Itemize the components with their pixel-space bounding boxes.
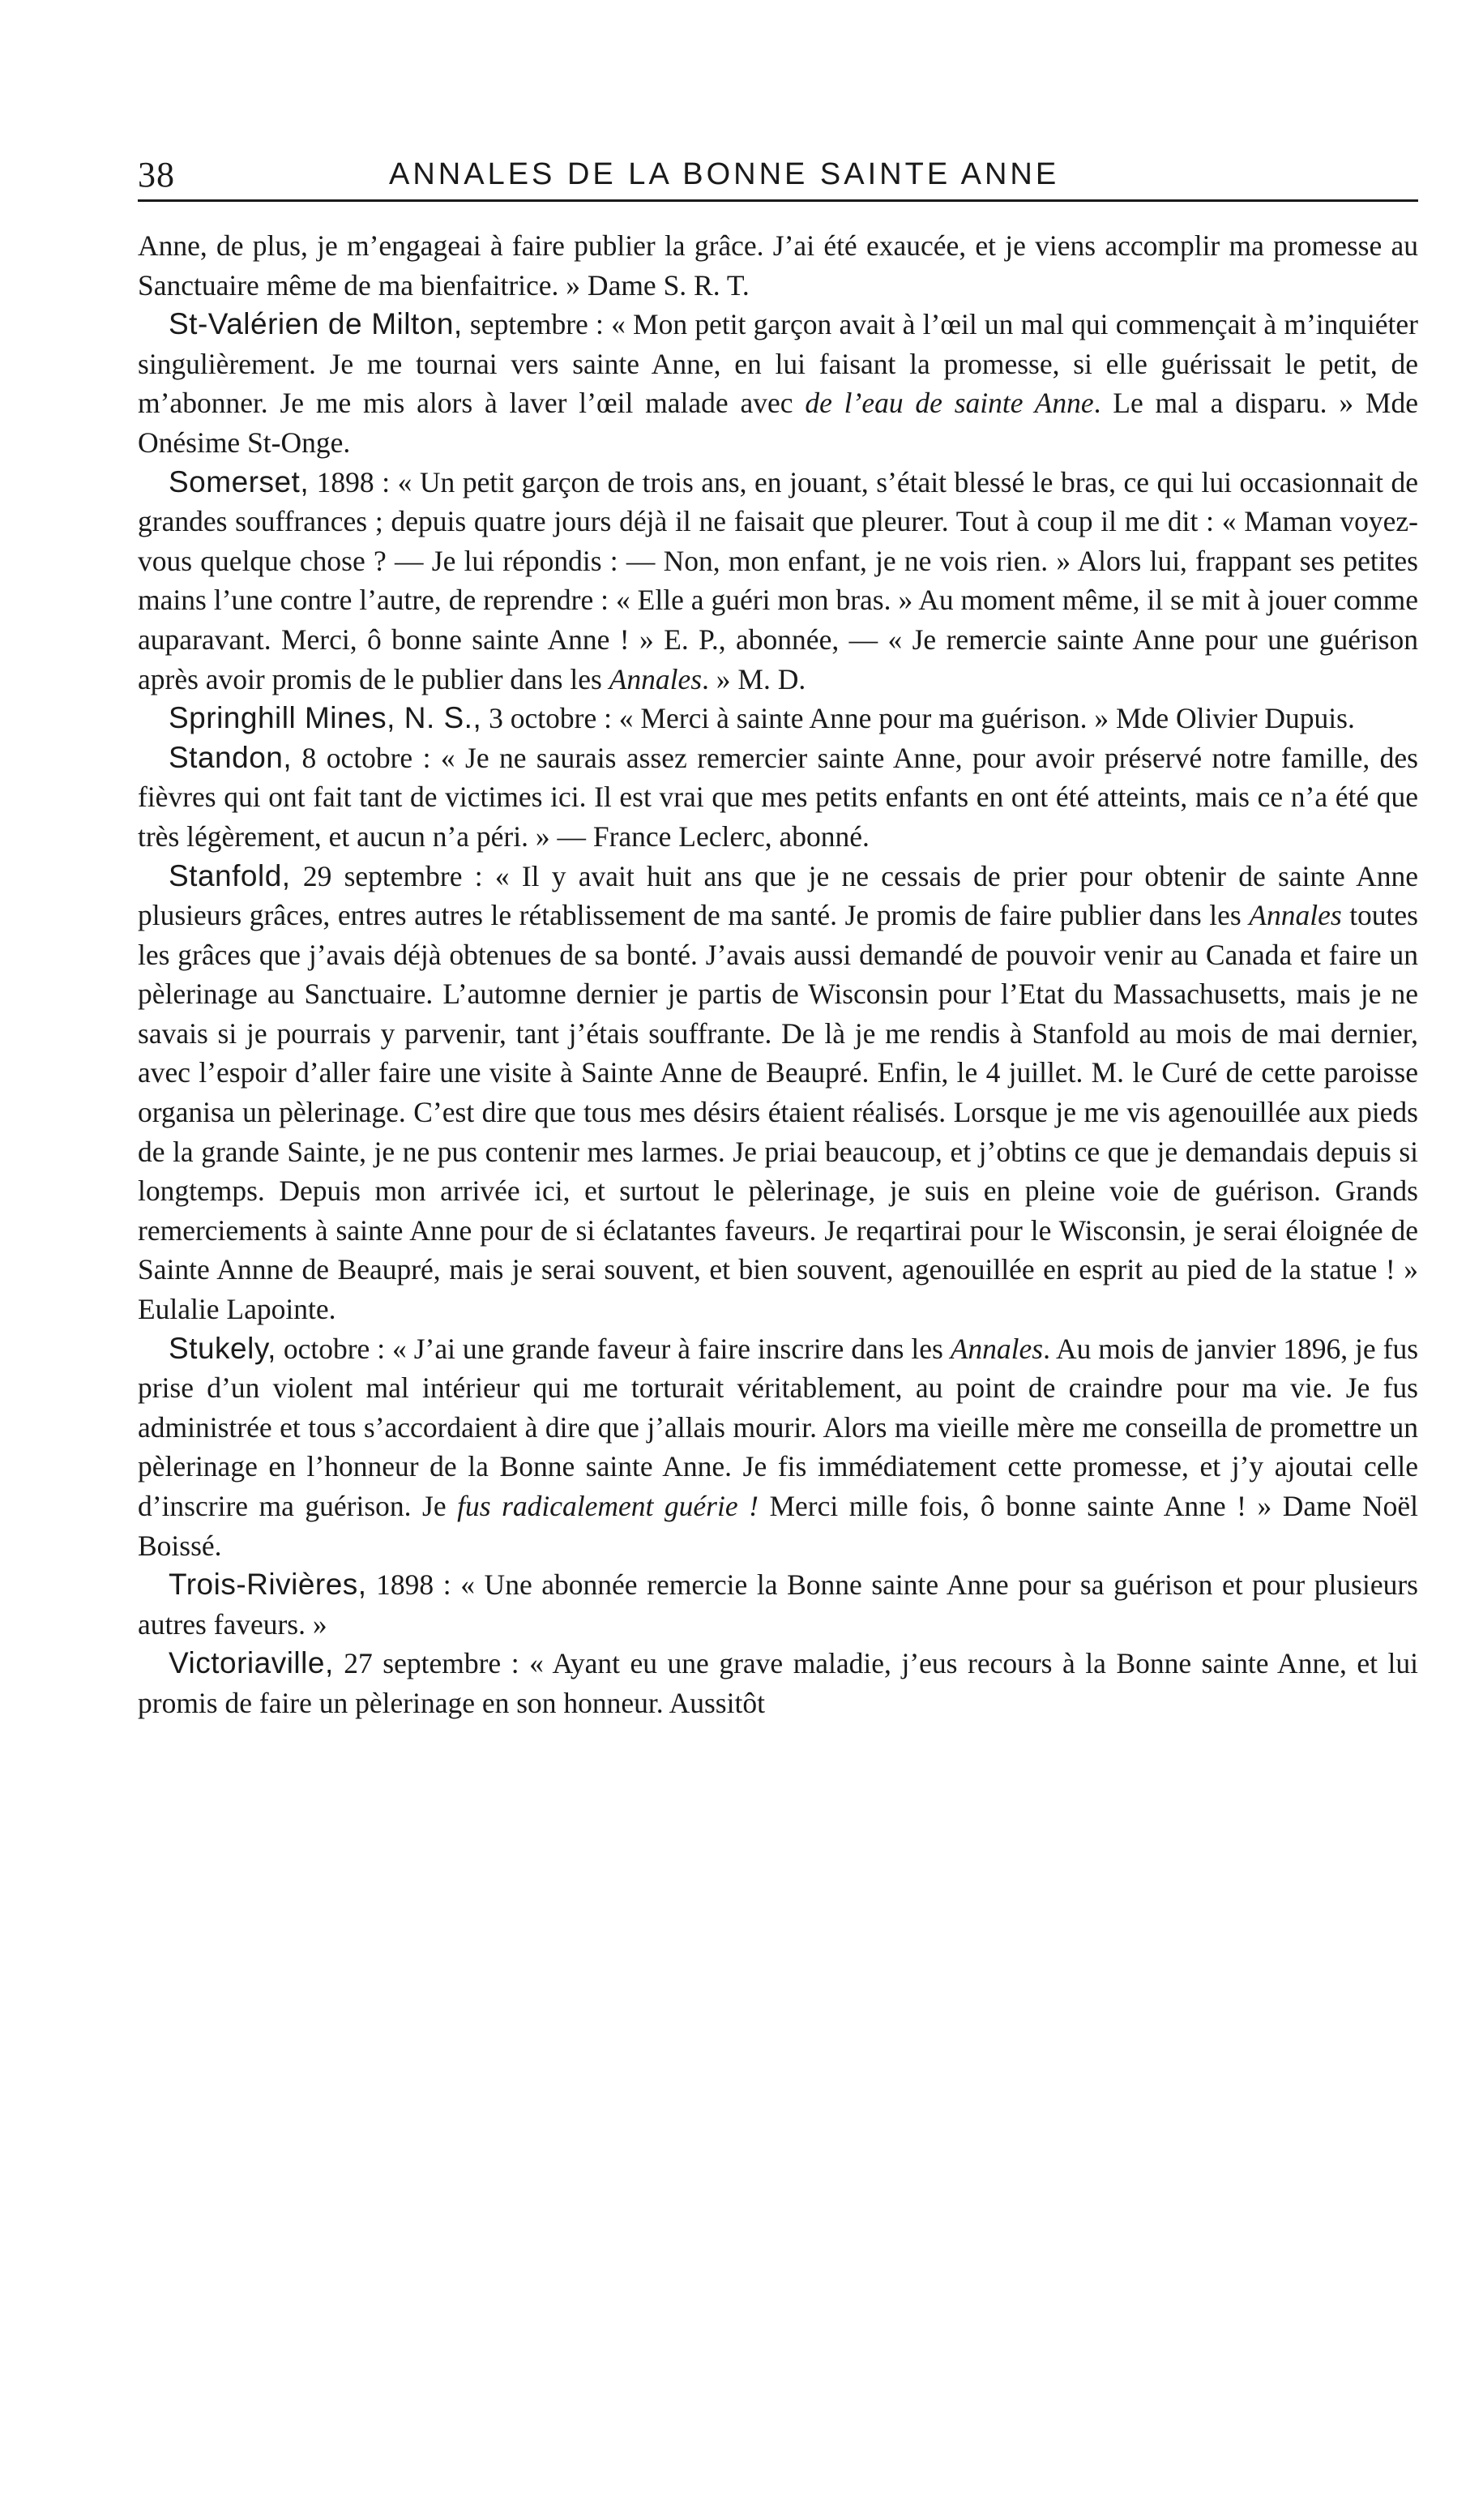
text-run: 29 septembre : « Il y avait huit ans que je ne cessais de prier pour obtenir de sainte Anne plusieurs grâces, entres autres le rétablissement de ma santé. Je promis de faire publier dans les	[138, 859, 1418, 932]
running-header	[138, 154, 1418, 202]
paragraph	[138, 226, 1418, 305]
place-name: Standon,	[169, 740, 293, 774]
place-name: Stanfold,	[169, 858, 291, 892]
running-title: ANNALES DE LA BONNE SAINTE ANNE	[389, 157, 1060, 191]
italic-text: Annales	[609, 662, 703, 695]
paragraph	[138, 738, 1418, 857]
paragraph	[138, 857, 1418, 1329]
text-run: octobre : « J’ai une grande faveur à faire inscrire dans les	[276, 1332, 951, 1365]
place-name: Somerset,	[169, 464, 310, 498]
page-number: 38	[138, 155, 175, 195]
text-run: Anne, de plus, je m’engageai à faire publier la grâce. J’ai été exaucée, et je viens accomplir ma promesse au Sanctuaire même de ma bienfaitrice. » Dame S. R. T.	[138, 229, 1418, 302]
paragraph	[138, 463, 1418, 700]
text-run: . Au mois de janvier 1896, je fus prise d’un violent mal intérieur qui me torturait véritablement, au point de craindre pour ma vie. Je fus administrée et tous s’accordaient à dire que j’allais mourir. Alors ma vieille mère me conseilla de promettre un pèlerinage en l’honneur de la Bonne sainte Anne. Je fis immédiatement cette promesse, et j’y ajoutai celle d’inscrire ma guérison. Je	[138, 1332, 1419, 1522]
paragraph	[138, 1329, 1418, 1566]
text-run: toutes les grâces que j’avais déjà obtenues de sa bonté. J’avais aussi demandé de pouvoir venir au Canada et faire un pèlerinage au Sanctuaire. L’automne dernier je partis de Wisconsin pour l’Etat du Massachusetts, mais je ne savais si je pourrais y parvenir, tant j’étais souffrante. De là je me rendis à Stanfold au mois de mai dernier, avec l’espoir d’aller faire une visite à Sainte Anne de Beaupré. Enfin, le 4 juillet. M. le Curé de cette paroisse organisa un pèlerinage. C’est dire que tous mes désirs étaient réalisés. Lorsque je me vis agenouillée aux pieds de la grande Sainte, je ne pus contenir mes larmes. Je priai beaucoup, et j’obtins ce que je demandais depuis si longtemps. Depuis mon arrivée ici, et surtout le pèlerinage, je suis en pleine voie de guérison. Grands remerciements à sainte Anne pour de si éclatantes faveurs. Je reqartirai pour le Wisconsin, je serai éloignée de Sainte Annne de Beaupré, mais je serai souvent, et bien souvent, agenouillée en esprit au pied de la statue ! » Eulalie Lapointe.	[138, 899, 1418, 1326]
italic-text: fus radicalement guérie !	[457, 1490, 759, 1522]
text-run: 27 septembre : « Ayant eu une grave maladie, j’eus recours à la Bonne sainte Anne, et lui promis de faire un pèlerinage en son honneur. Aussitôt	[138, 1647, 1418, 1719]
body-text	[138, 226, 1418, 1723]
place-name: Victoriaville,	[169, 1646, 334, 1680]
text-run: . » M. D.	[702, 662, 806, 695]
paragraph	[138, 1644, 1418, 1722]
paragraph	[138, 1565, 1418, 1644]
place-name: Stukely,	[169, 1331, 276, 1365]
text-run: 3 octobre : « Merci à sainte Anne pour ma guérison. » Mde Olivier Dupuis.	[481, 702, 1355, 735]
paragraph	[138, 699, 1418, 738]
italic-text: de l’eau de sainte Anne	[805, 387, 1094, 420]
place-name: St-Valérien de Milton,	[169, 307, 463, 341]
place-name: Springhill Mines, N. S.,	[169, 701, 482, 735]
page	[138, 154, 1418, 1723]
text-run: 1898 : « Une abonnée remercie la Bonne sainte Anne pour sa guérison et pour plusieurs autres faveurs. »	[138, 1568, 1418, 1641]
text-run: septembre : « Mon petit garçon avait à l’œil un mal qui commençait à m’inquiéter singulièrement. Je me tournai vers sainte Anne, en lui faisant la promesse, si elle guérissait le petit, de m’abonner. Je me mis alors à laver l’œil malade avec	[138, 308, 1418, 420]
italic-text: Annales	[950, 1332, 1044, 1365]
italic-text: Annales	[1249, 899, 1342, 932]
paragraph	[138, 305, 1418, 462]
text-run: Merci mille fois, ô bonne sainte Anne ! » Dame Noël Boissé.	[138, 1490, 1418, 1562]
text-run: 8 octobre : « Je ne saurais assez remercier sainte Anne, pour avoir préservé notre famille, des fièvres qui ont fait tant de victimes ici. Il est vrai que mes petits enfants en ont été atteints, mais ce n’a été que très légèrement, et aucun n’a péri. » — France Leclerc, abonné.	[138, 741, 1418, 853]
place-name: Trois-Rivières,	[169, 1568, 367, 1602]
text-run: 1898 : « Un petit garçon de trois ans, en jouant, s’était blessé le bras, ce qui lui occasionnait de grandes souffrances ; depuis quatre jours déjà il ne faisait que pleurer. Tout à coup il me dit : « Maman voyez-vous quelque chose ? — Je lui répondis : — Non, mon enfant, je ne vois rien. » Alors lui, frappant ses petites mains l’une contre l’autre, de reprendre : « Elle a guéri mon bras. » Au moment même, il se mit à jouer comme auparavant. Merci, ô bonne sainte Anne ! » E. P., abonnée, — « Je remercie sainte Anne pour une guérison après avoir promis de le publier dans les	[138, 465, 1418, 695]
text-run: . Le mal a disparu. » Mde Onésime St-Onge.	[138, 387, 1418, 459]
